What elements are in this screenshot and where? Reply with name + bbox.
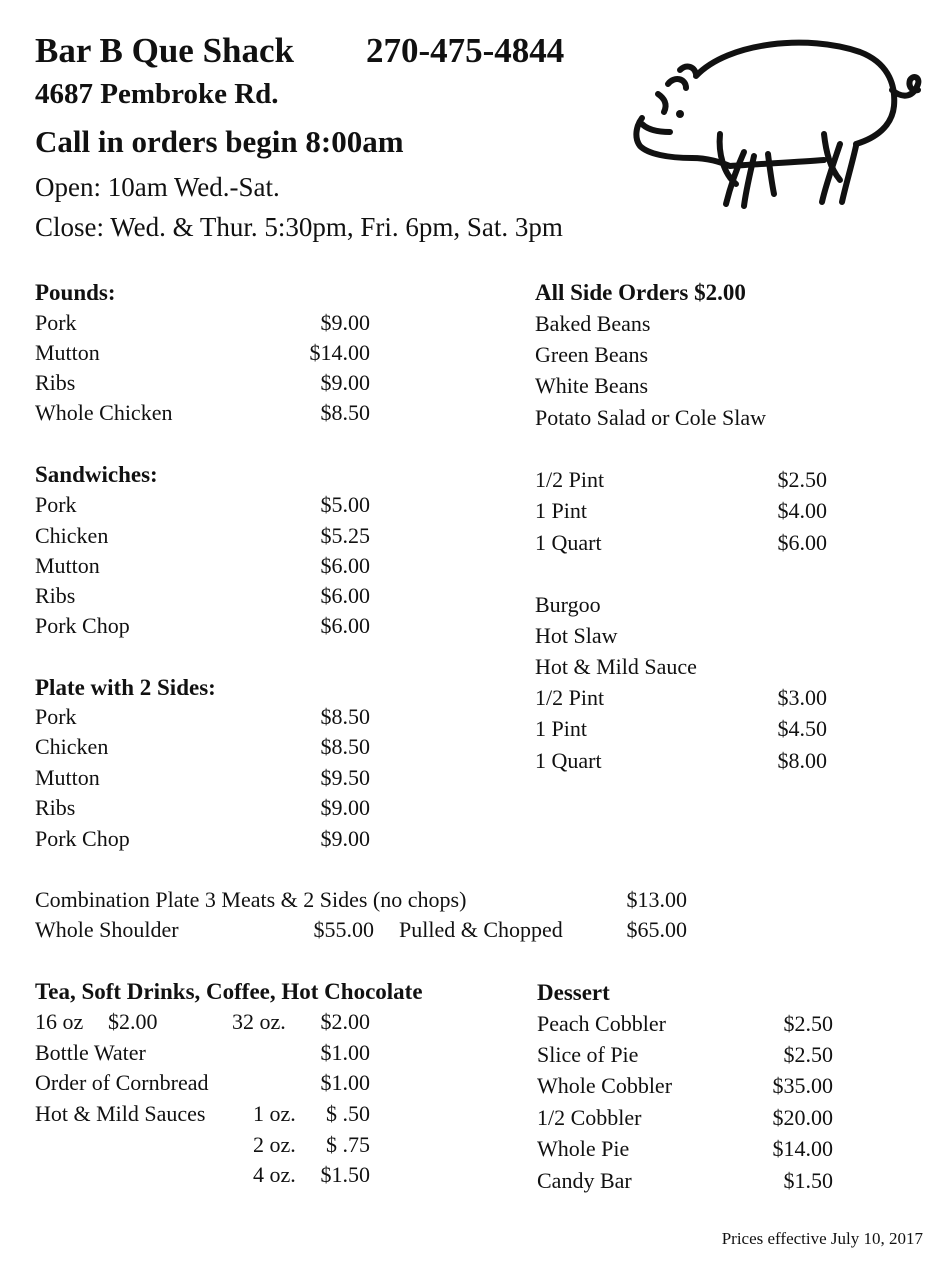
sauce-size: 4 oz. — [253, 1162, 296, 1187]
drinks-item: Order of Cornbread — [35, 1070, 209, 1095]
side-size: 1 Pint — [535, 498, 587, 523]
sandwich-item: Chicken — [35, 523, 109, 548]
side-item: Potato Salad or Cole Slaw — [535, 405, 766, 430]
prices-effective-note: Prices effective July 10, 2017 — [721, 1229, 923, 1248]
plate-price: $9.00 — [320, 795, 370, 820]
drinks-title: Tea, Soft Drinks, Coffee, Hot Chocolate — [35, 979, 423, 1004]
plate-item: Mutton — [35, 765, 100, 790]
pounds-item: Ribs — [35, 370, 76, 395]
drinks-item: Bottle Water — [35, 1040, 146, 1065]
burgoo-size: 1 Pint — [535, 716, 587, 741]
sandwich-item: Pork — [35, 492, 77, 517]
dessert-item: Candy Bar — [537, 1168, 632, 1193]
open-hours: Open: 10am Wed.-Sat. — [35, 172, 280, 202]
drinks-item-price: $1.00 — [320, 1040, 370, 1065]
sandwich-price: $6.00 — [320, 553, 370, 578]
side-size-price: $6.00 — [777, 530, 827, 555]
plates-title: Plate with 2 Sides: — [35, 675, 216, 700]
pounds-item: Mutton — [35, 340, 100, 365]
plate-price: $9.50 — [320, 765, 370, 790]
burgoo-item: Hot Slaw — [535, 623, 618, 648]
dessert-item: Whole Cobbler — [537, 1073, 673, 1098]
burgoo-size-price: $4.50 — [777, 716, 827, 741]
dessert-price: $2.50 — [783, 1011, 833, 1036]
dessert-item: 1/2 Cobbler — [537, 1105, 642, 1130]
sandwich-price: $6.00 — [320, 583, 370, 608]
call-in-note: Call in orders begin 8:00am — [35, 124, 404, 159]
pounds-price: $9.00 — [320, 370, 370, 395]
sauce-price: $ .50 — [326, 1101, 370, 1126]
pulled-label: Pulled & Chopped — [399, 917, 563, 942]
dessert-item: Slice of Pie — [537, 1042, 639, 1067]
side-size: 1 Quart — [535, 530, 602, 555]
dessert-item: Peach Cobbler — [537, 1011, 666, 1036]
sandwich-item: Mutton — [35, 553, 100, 578]
dessert-price: $2.50 — [783, 1042, 833, 1067]
plate-item: Pork — [35, 704, 77, 729]
dessert-price: $35.00 — [772, 1073, 833, 1098]
sauce-size: 1 oz. — [253, 1101, 296, 1126]
plate-price: $8.50 — [320, 704, 370, 729]
dessert-price: $14.00 — [772, 1136, 833, 1161]
drink-price: $2.00 — [320, 1009, 370, 1034]
side-item: White Beans — [535, 373, 649, 398]
sandwich-price: $5.25 — [320, 523, 370, 548]
burgoo-size: 1 Quart — [535, 748, 602, 773]
sauce-price: $ .75 — [326, 1132, 370, 1157]
pig-icon — [628, 34, 924, 210]
plate-price: $8.50 — [320, 734, 370, 759]
sandwich-price: $5.00 — [320, 492, 370, 517]
pounds-item: Pork — [35, 310, 77, 335]
burgoo-item: Hot & Mild Sauce — [535, 654, 697, 679]
plate-item: Ribs — [35, 795, 76, 820]
dessert-price: $1.50 — [783, 1168, 833, 1193]
restaurant-name: Bar B Que Shack — [35, 31, 294, 70]
address: 4687 Pembroke Rd. — [35, 78, 279, 110]
shoulder-price: $55.00 — [313, 917, 374, 942]
pounds-price: $14.00 — [309, 340, 370, 365]
plate-item: Chicken — [35, 734, 109, 759]
sandwiches-title: Sandwiches: — [35, 462, 158, 487]
pulled-price: $65.00 — [626, 917, 687, 942]
shoulder-label: Whole Shoulder — [35, 917, 179, 942]
pounds-price: $9.00 — [320, 310, 370, 335]
side-item: Baked Beans — [535, 311, 651, 336]
sauces-label: Hot & Mild Sauces — [35, 1101, 206, 1126]
pounds-price: $8.50 — [320, 400, 370, 425]
combo-label: Combination Plate 3 Meats & 2 Sides (no chops) — [35, 887, 467, 912]
sandwich-price: $6.00 — [320, 613, 370, 638]
sides-title: All Side Orders $2.00 — [535, 280, 746, 305]
sandwich-item: Ribs — [35, 583, 76, 608]
sandwich-item: Pork Chop — [35, 613, 130, 638]
combo-price: $13.00 — [626, 887, 687, 912]
side-item: Green Beans — [535, 342, 649, 367]
dessert-title: Dessert — [537, 980, 610, 1005]
burgoo-size: 1/2 Pint — [535, 685, 605, 710]
drink-price: $2.00 — [108, 1009, 158, 1034]
drinks-item-price: $1.00 — [320, 1070, 370, 1095]
burgoo-size-price: $8.00 — [777, 748, 827, 773]
pounds-title: Pounds: — [35, 280, 116, 305]
burgoo-size-price: $3.00 — [777, 685, 827, 710]
dessert-price: $20.00 — [772, 1105, 833, 1130]
pounds-item: Whole Chicken — [35, 400, 173, 425]
close-hours: Close: Wed. & Thur. 5:30pm, Fri. 6pm, Sat. 3pm — [35, 212, 563, 242]
side-size-price: $2.50 — [777, 467, 827, 492]
burgoo-item: Burgoo — [535, 592, 601, 617]
plate-item: Pork Chop — [35, 826, 130, 851]
sauce-size: 2 oz. — [253, 1132, 296, 1157]
sauce-price: $1.50 — [320, 1162, 370, 1187]
side-size-price: $4.00 — [777, 498, 827, 523]
drink-size: 16 oz — [35, 1009, 84, 1034]
plate-price: $9.00 — [320, 826, 370, 851]
phone-number: 270-475-4844 — [366, 31, 565, 70]
dessert-item: Whole Pie — [537, 1136, 630, 1161]
side-size: 1/2 Pint — [535, 467, 605, 492]
drink-size: 32 oz. — [232, 1009, 286, 1034]
